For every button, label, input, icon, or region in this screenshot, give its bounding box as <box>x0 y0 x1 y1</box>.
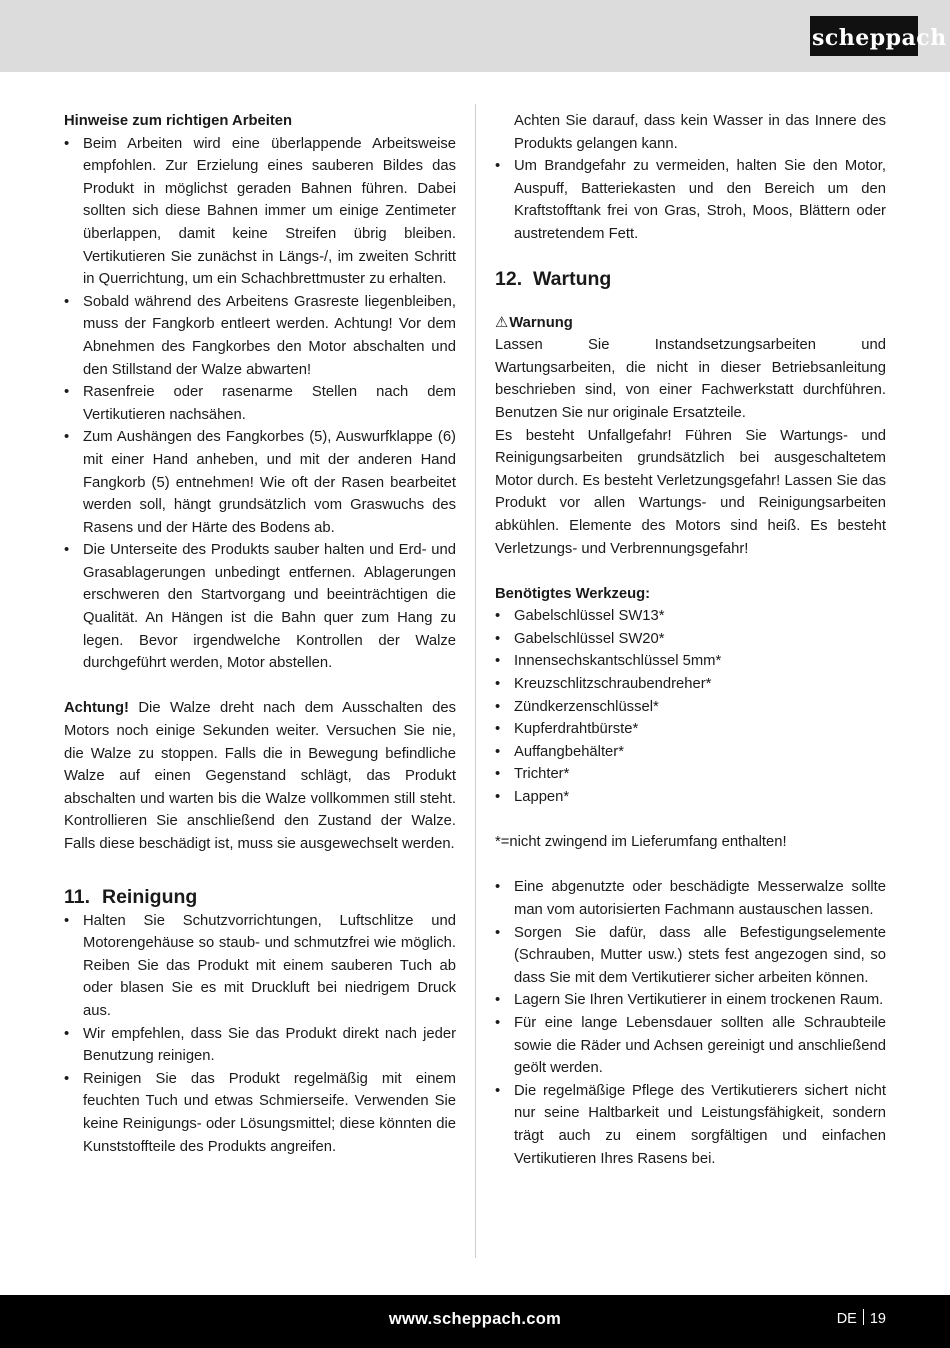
tools-heading: Benötigtes Werkzeug: <box>495 585 651 602</box>
page-indicator <box>837 1295 886 1343</box>
tools-note: *=nicht zwingend im Lieferumfang enthalten! <box>495 834 787 851</box>
list-item: • Auffangbehälter* <box>495 741 886 764</box>
bullet-icon: • <box>495 158 501 175</box>
bullet-icon: • <box>64 912 70 929</box>
bullet-icon: • <box>495 924 501 941</box>
list-item: • Lagern Sie Ihren Vertikutierer in einem trockenen Raum. <box>495 989 886 1012</box>
bullet-icon: • <box>495 630 501 647</box>
bullet-icon: • <box>64 1025 70 1042</box>
footer-bar <box>0 1295 950 1348</box>
attention-paragraph: Achtung! Die Walze dreht nach dem Ausschalten des Motors noch einige Sekunden weiter. Versuchen Sie nie, die Walze zu stoppen. Falls die in Bewegung befindliche Walze auf einen Gegenstand schlägt, das Produkt abschalten und warten bis die Walze vollkommen still steht. Kontrollieren Sie anschließend den Zustand der Walze. Falls diese beschädigt ist, muss sie ausgewechselt werden. <box>64 700 456 852</box>
list-item: • Reinigen Sie das Produkt regelmäßig mit einem feuchten Tuch und etwas Schmierseife. Verwenden Sie keine Reinigungs- oder Lösungsmittel; diese könnten die Kunststoffteile des Produkts angreifen. <box>64 1068 456 1158</box>
page-number: 19 <box>869 1311 886 1327</box>
list-item: • Kreuzschlitzschraubendreher* <box>495 673 886 696</box>
right-column <box>495 110 886 1170</box>
bullet-icon: • <box>64 135 70 152</box>
bullet-icon: • <box>495 608 501 625</box>
warning-icon: ⚠ <box>495 314 509 331</box>
list-item: • Zündkerzenschlüssel* <box>495 696 886 719</box>
tools-list <box>495 605 886 808</box>
list-item: • Die regelmäßige Pflege des Vertikutierers sichert nicht nur seine Haltbarkeit und Leistungsfähigkeit, sondern trägt auch zu einem sorgfältigen und einfachen Vertikutieren Ihres Rasens bei. <box>495 1080 886 1170</box>
section-heading-maintenance: 12. Wartung <box>495 267 612 290</box>
website-link[interactable]: www.scheppach.com <box>388 1310 562 1328</box>
list-item: • Sobald während des Arbeitens Grasreste liegenbleiben, muss der Fangkorb entleert werden. Achtung! Vor dem Abnehmen des Fangkorbes den Motor abschalten und den Stillstand der Walze abwarten! <box>64 291 456 381</box>
bullet-icon: • <box>495 992 501 1009</box>
list-item: • Für eine lange Lebensdauer sollten alle Schraubteile sowie die Räder und Achsen gereinigt und anschließend geölt werden. <box>495 1012 886 1080</box>
bullet-icon: • <box>495 676 501 693</box>
language-code: DE <box>836 1311 857 1327</box>
left-column <box>64 110 456 1158</box>
attention-label: Achtung! <box>64 700 129 717</box>
scheppach-logo: scheppach <box>810 16 918 56</box>
bullet-icon: • <box>495 1014 501 1031</box>
bullet-icon: • <box>64 542 70 559</box>
list-item: • Innensechskantschlüssel 5mm* <box>495 650 886 673</box>
bullet-icon: • <box>64 293 70 310</box>
bullet-icon: • <box>495 653 501 670</box>
list-item: • Zum Aushängen des Fangkorbes (5), Auswurfklappe (6) mit einer Hand anheben, und mit der anderen Hand Fangkorb (5) entnehmen! Wie oft der Rasen bearbeitet werden soll, hängt grundsätzlich vom Graswuchs des Rasens und der Härte des Bodens ab. <box>64 426 456 539</box>
list-item: • Eine abgenutzte oder beschädigte Messerwalze sollte man vom autorisierten Fachmann austauschen lassen. <box>495 876 886 921</box>
fire-safety-list <box>495 155 886 245</box>
bullet-icon: • <box>495 789 501 806</box>
section-heading-working-tips: Hinweise zum richtigen Arbeiten <box>64 113 293 129</box>
list-item: • Beim Arbeiten wird eine überlappende Arbeitsweise empfohlen. Zur Erzielung eines sauberen Bildes das Produkt in möglichst geraden Bahnen führen. Dabei sollten sich diese Bahnen immer um einige Zentimeter überlappen, damit keine Streifen übrig bleiben. Vertikutieren Sie zunächst in Längs-/, im zweiten Schritt in Querrichtung, um ein Schachbrettmuster zu erhalten. <box>64 133 456 291</box>
header-bar <box>0 0 950 72</box>
working-tips-list <box>64 133 456 675</box>
list-item: • Gabelschlüssel SW13* <box>495 605 886 628</box>
bullet-icon: • <box>64 429 70 446</box>
bullet-icon: • <box>495 1082 501 1099</box>
column-divider <box>475 104 476 1258</box>
maintenance-list <box>495 876 886 1170</box>
list-item: • Rasenfreie oder rasenarme Stellen nach dem Vertikutieren nachsähen. <box>64 381 456 426</box>
list-item: • Kupferdrahtbürste* <box>495 718 886 741</box>
bullet-icon: • <box>64 384 70 401</box>
warning-text: Lassen Sie Instandsetzungsarbeiten und Wartungsarbeiten, die nicht in dieser Betriebsanleitung beschrieben sind, von einer Fachwerkstatt durchführen. Benutzen Sie nur originale Ersatzteile. <box>495 337 886 421</box>
list-item: • Wir empfehlen, dass Sie das Produkt direkt nach jeder Benutzung reinigen. <box>64 1023 456 1068</box>
section-heading-cleaning: 11. Reinigung <box>64 885 198 908</box>
cleaning-list <box>64 910 456 1159</box>
bullet-icon: • <box>495 879 501 896</box>
list-item: • Halten Sie Schutzvorrichtungen, Luftschlitze und Motorengehäuse so staub- und schmutzfrei wie möglich. Reiben Sie das Produkt mit einem sauberen Tuch ab oder blasen Sie es mit Druckluft bei niedrigem Druck aus. <box>64 910 456 1023</box>
bullet-icon: • <box>495 721 501 738</box>
bullet-icon: • <box>64 1070 70 1087</box>
list-item: • Trichter* <box>495 763 886 786</box>
bullet-icon: • <box>495 698 501 715</box>
list-item: • Gabelschlüssel SW20* <box>495 628 886 651</box>
list-item: • Die Unterseite des Produkts sauber halten und Erd- und Grasablagerungen unbedingt entfernen. Ablagerungen erschweren den Startvorgang und beeinträchtigen die Qualität. An Hängen ist die Bahn quer zum Hang zu legen. Bevor irgendwelche Kontrollen der Walze durchgeführt werden, Motor abstellen. <box>64 539 456 675</box>
list-item: • Sorgen Sie dafür, dass alle Befestigungselemente (Schrauben, Mutter usw.) stets fest angezogen sind, so dass Sie mit dem Vertikutierer sicher arbeiten können. <box>495 922 886 990</box>
bullet-icon: • <box>495 743 501 760</box>
warning-text-2: Es besteht Unfallgefahr! Führen Sie Wartungs- und Reinigungsarbeiten grundsätzlich bei ausgeschaltetem Motor durch. Es besteht Verletzungsgefahr! Lassen Sie das Produkt vor allen Wartungs- und Reinigungsarbeiten abkühlen. Elemente des Motors sind heiß. Es besteht Verletzungs- und Verbrennungsgefahr! <box>495 427 886 557</box>
warning-heading: ⚠Warnung <box>495 312 886 335</box>
separator <box>863 1309 864 1325</box>
bullet-icon: • <box>495 766 501 783</box>
list-item: • Um Brandgefahr zu vermeiden, halten Sie den Motor, Auspuff, Batteriekasten und den Bereich um den Kraftstofftank frei von Gras, Stroh, Moos, Blättern oder austretendem Fett. <box>495 155 886 245</box>
list-item: • Lappen* <box>495 786 886 809</box>
continued-list-text: Achten Sie darauf, dass kein Wasser in das Innere des Produkts gelangen kann. <box>514 113 886 152</box>
